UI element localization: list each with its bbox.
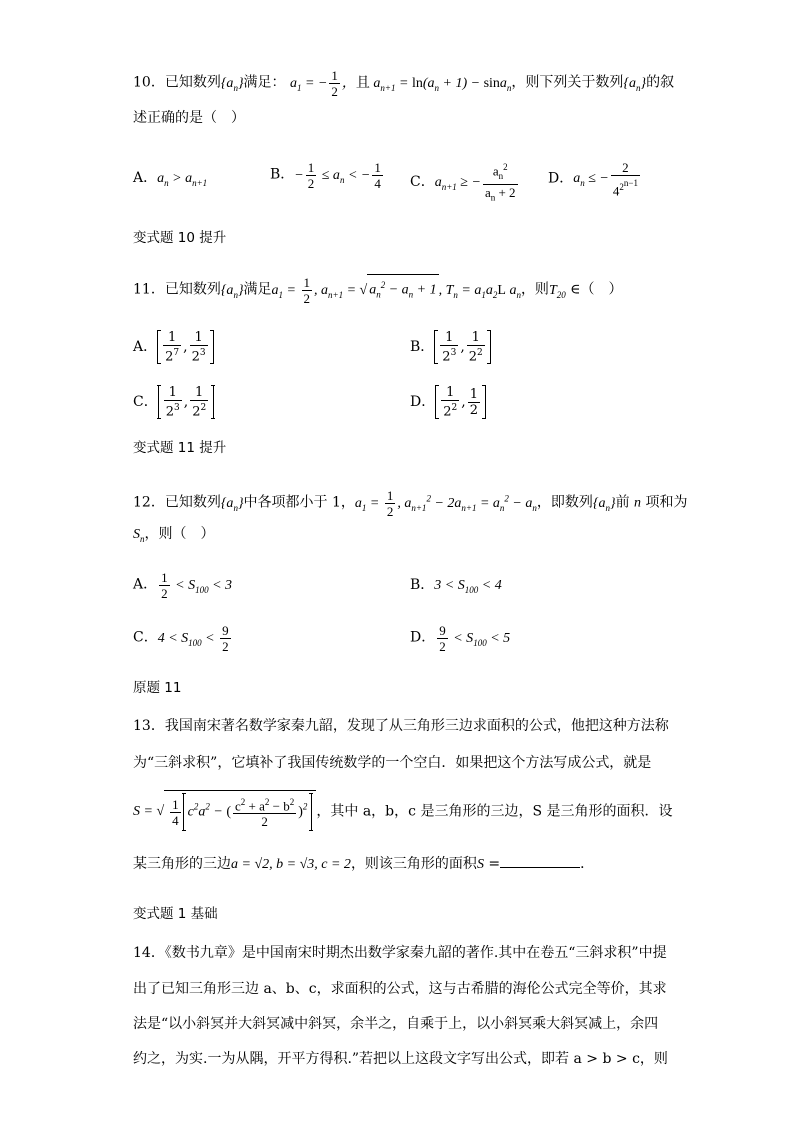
q11-option-b: B． $\frac{1}{2^3}$ , $\frac{1}{2^2}$ (410, 330, 491, 364)
q10-condition: $a_1$ = − $\frac{1}{2}$ ，且 $a_{n+1} = \ln(a_n + 1) - \sin a_n$ (290, 68, 512, 99)
q10-line2: 述正确的是（ ） (133, 110, 245, 126)
q11-line1: 11．已知数列$\{a_n\}$满足$a_1$ = $\frac{1}{2}$ , $a_{n+1}$ = √ $a_n^2 - a_n + 1$ , $T_n = a_1a_2L$ $a_n$，则$T_{20}$ ∈（ ） (133, 274, 623, 306)
variant-label-10: 变式题 10 提升 (133, 230, 227, 246)
q11-option-d: D． $\frac{1}{2^2}$ , $\frac{1}{2}$ (410, 385, 486, 419)
variant-label-1: 变式题 1 基础 (133, 906, 218, 922)
q13-line4: 某三角形的三边a = √2, b = √3, c = 2，则该三角形的面积S = ． (133, 853, 594, 875)
q12-option-d: D． $\frac{9}{2}$ < $S_{100} < 5$ (410, 623, 511, 654)
q10-option-c: C．$a_{n+1}$ ≥ − $\frac{a_n^2}{a_n + 2}$ (410, 162, 516, 203)
q14-line4: 约之，为实.一为从隅，开平方得积.”若把以上这段文字写出公式，即若 a > b > c，则 (133, 1051, 668, 1067)
q10-option-a: A．$a_n > a_{n+1}$ (133, 170, 208, 188)
heron-formula: S = √ $\frac{1}{4}$ $c^2a^2$ − ( $\frac{c^2 + a^2 - b^2}{2}$ )$^2$ (133, 804, 316, 819)
q10-option-b: B．− $\frac{1}{2}$ ≤ $a_n$ < − $\frac{1}{4}$ (270, 160, 381, 191)
q13-formula-line (133, 790, 672, 833)
q12-option-a: A． $\frac{1}{2}$ < $S_{100} < 3$ (133, 570, 233, 601)
q13-formula-tail: ，其中 a，b，c 是三角形的三边，S 是三角形的面积．设 (316, 803, 673, 820)
q12-option-c: C．$4 < S_{100}$ < $\frac{9}{2}$ (133, 623, 229, 654)
answer-blank[interactable] (500, 853, 580, 868)
q12-option-b: B．$3 < S_{100} < 4$ (410, 577, 502, 595)
q13-end: ． (580, 856, 595, 872)
q12-line1: 12．已知数列$\{a_n\}$中各项都小于 1，$a_1$ = $\frac{1}{2}$ , $a_{n+1}^2 - 2a_{n+1} = a_n^2 - a_n$，即数列$\{a_n\}$前 n 项和为 (133, 488, 688, 519)
variant-label-11: 变式题 11 提升 (133, 440, 227, 456)
q10-option-d: D．$a_n$ ≤ − $\frac{2}{4^{2^{n-1}}}$ (548, 160, 638, 199)
q11-option-c: C． $\frac{1}{2^3}$ , $\frac{1}{2^2}$ (133, 385, 214, 419)
q14-line1: 14．《数书九章》是中国南宋时期杰出数学家秦九韶的著作.其中在卷五“三斜求积”中提 (133, 945, 667, 961)
q11-option-a: A． $\frac{1}{2^7}$ , $\frac{1}{2^3}$ (133, 330, 214, 364)
q10-text-mid: 满足： (243, 74, 286, 91)
q10-text: 10．已知数列 (133, 74, 221, 91)
q10-text-suffix: ，则下列关于数列 (511, 74, 624, 91)
q10-seq: $\{a_n\}$ (220, 75, 244, 93)
original-label: 原题 11 (133, 680, 182, 696)
q14-line3: 法是“以小斜冥并大斜冥减中斜冥，余半之，自乘于上，以小斜冥乘大斜冥减上，余四 (133, 1016, 659, 1032)
q13-line1: 13．我国南宋著名数学家秦九韶，发现了从三角形三边求面积的公式，他把这种方法称 (133, 718, 669, 734)
q14-line2: 出了已知三角形三边 a、b、c，求面积的公式，这与古希腊的海伦公式完全等价，其求 (133, 981, 667, 997)
q10-line1: 10．已知数列$\{a_n\}$满足： $a_1$ = − $\frac{1}{2}$ ，且 $a_{n+1} = \ln(a_n + 1) - \sin a_n$，则下列关于数列$\{a_n\}$的叙 (133, 68, 675, 99)
q12-line2: $S_n$，则（ ） (133, 526, 215, 544)
q10-text-end: 的叙 (646, 74, 675, 91)
q13-line2: 为“三斜求积”，它填补了我国传统数学的一个空白．如果把这个方法写成公式，就是 (133, 755, 652, 771)
